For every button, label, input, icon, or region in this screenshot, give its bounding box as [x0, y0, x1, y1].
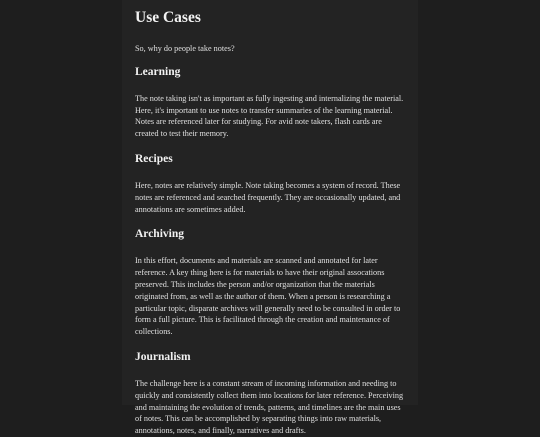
page-title: Use Cases — [135, 9, 201, 26]
section-body-journalism: The challenge here is a constant stream of incoming information and needing to quickly and consistently collect them into locations for later reference. Perceiving and maintaining the evolution of trends, patterns, and timelines are the main uses of notes. This can be accomplished by separating things into raw materials, annotations, notes, and finally, narratives and drafts. — [135, 378, 404, 436]
intro-paragraph: So, why do people take notes? — [135, 44, 235, 53]
article-body — [122, 0, 418, 437]
section-body-learning: The note taking isn't as important as fully ingesting and internalizing the material. Here, it's important to use notes to transfer summaries of the learning material. Notes are referenced later for studying. For avid note takers, flash cards are created to test their memory. — [135, 93, 404, 139]
section-heading-journalism: Journalism — [135, 350, 191, 363]
section-heading-archiving: Archiving — [135, 228, 184, 241]
section-body-archiving: In this effort, documents and materials are scanned and annotated for later reference. A key thing here is for materials to have their original assocations preserved. This includes the person and/or organization that the materials originated from, as well as the author of them. When a person is researching a particular topic, disparate archives will generally need to be consulted in order to form a full picture. This is facilitated through the creation and maintenance of collections. — [135, 256, 401, 337]
article-column — [122, 0, 418, 436]
section-heading-recipes: Recipes — [135, 152, 173, 165]
section-heading-learning: Learning — [135, 65, 181, 78]
section-body-recipes: Here, notes are relatively simple. Note taking becomes a system of record. These notes are referenced and searched frequently. They are occasionally updated, and annotations are sometimes added. — [135, 180, 401, 214]
